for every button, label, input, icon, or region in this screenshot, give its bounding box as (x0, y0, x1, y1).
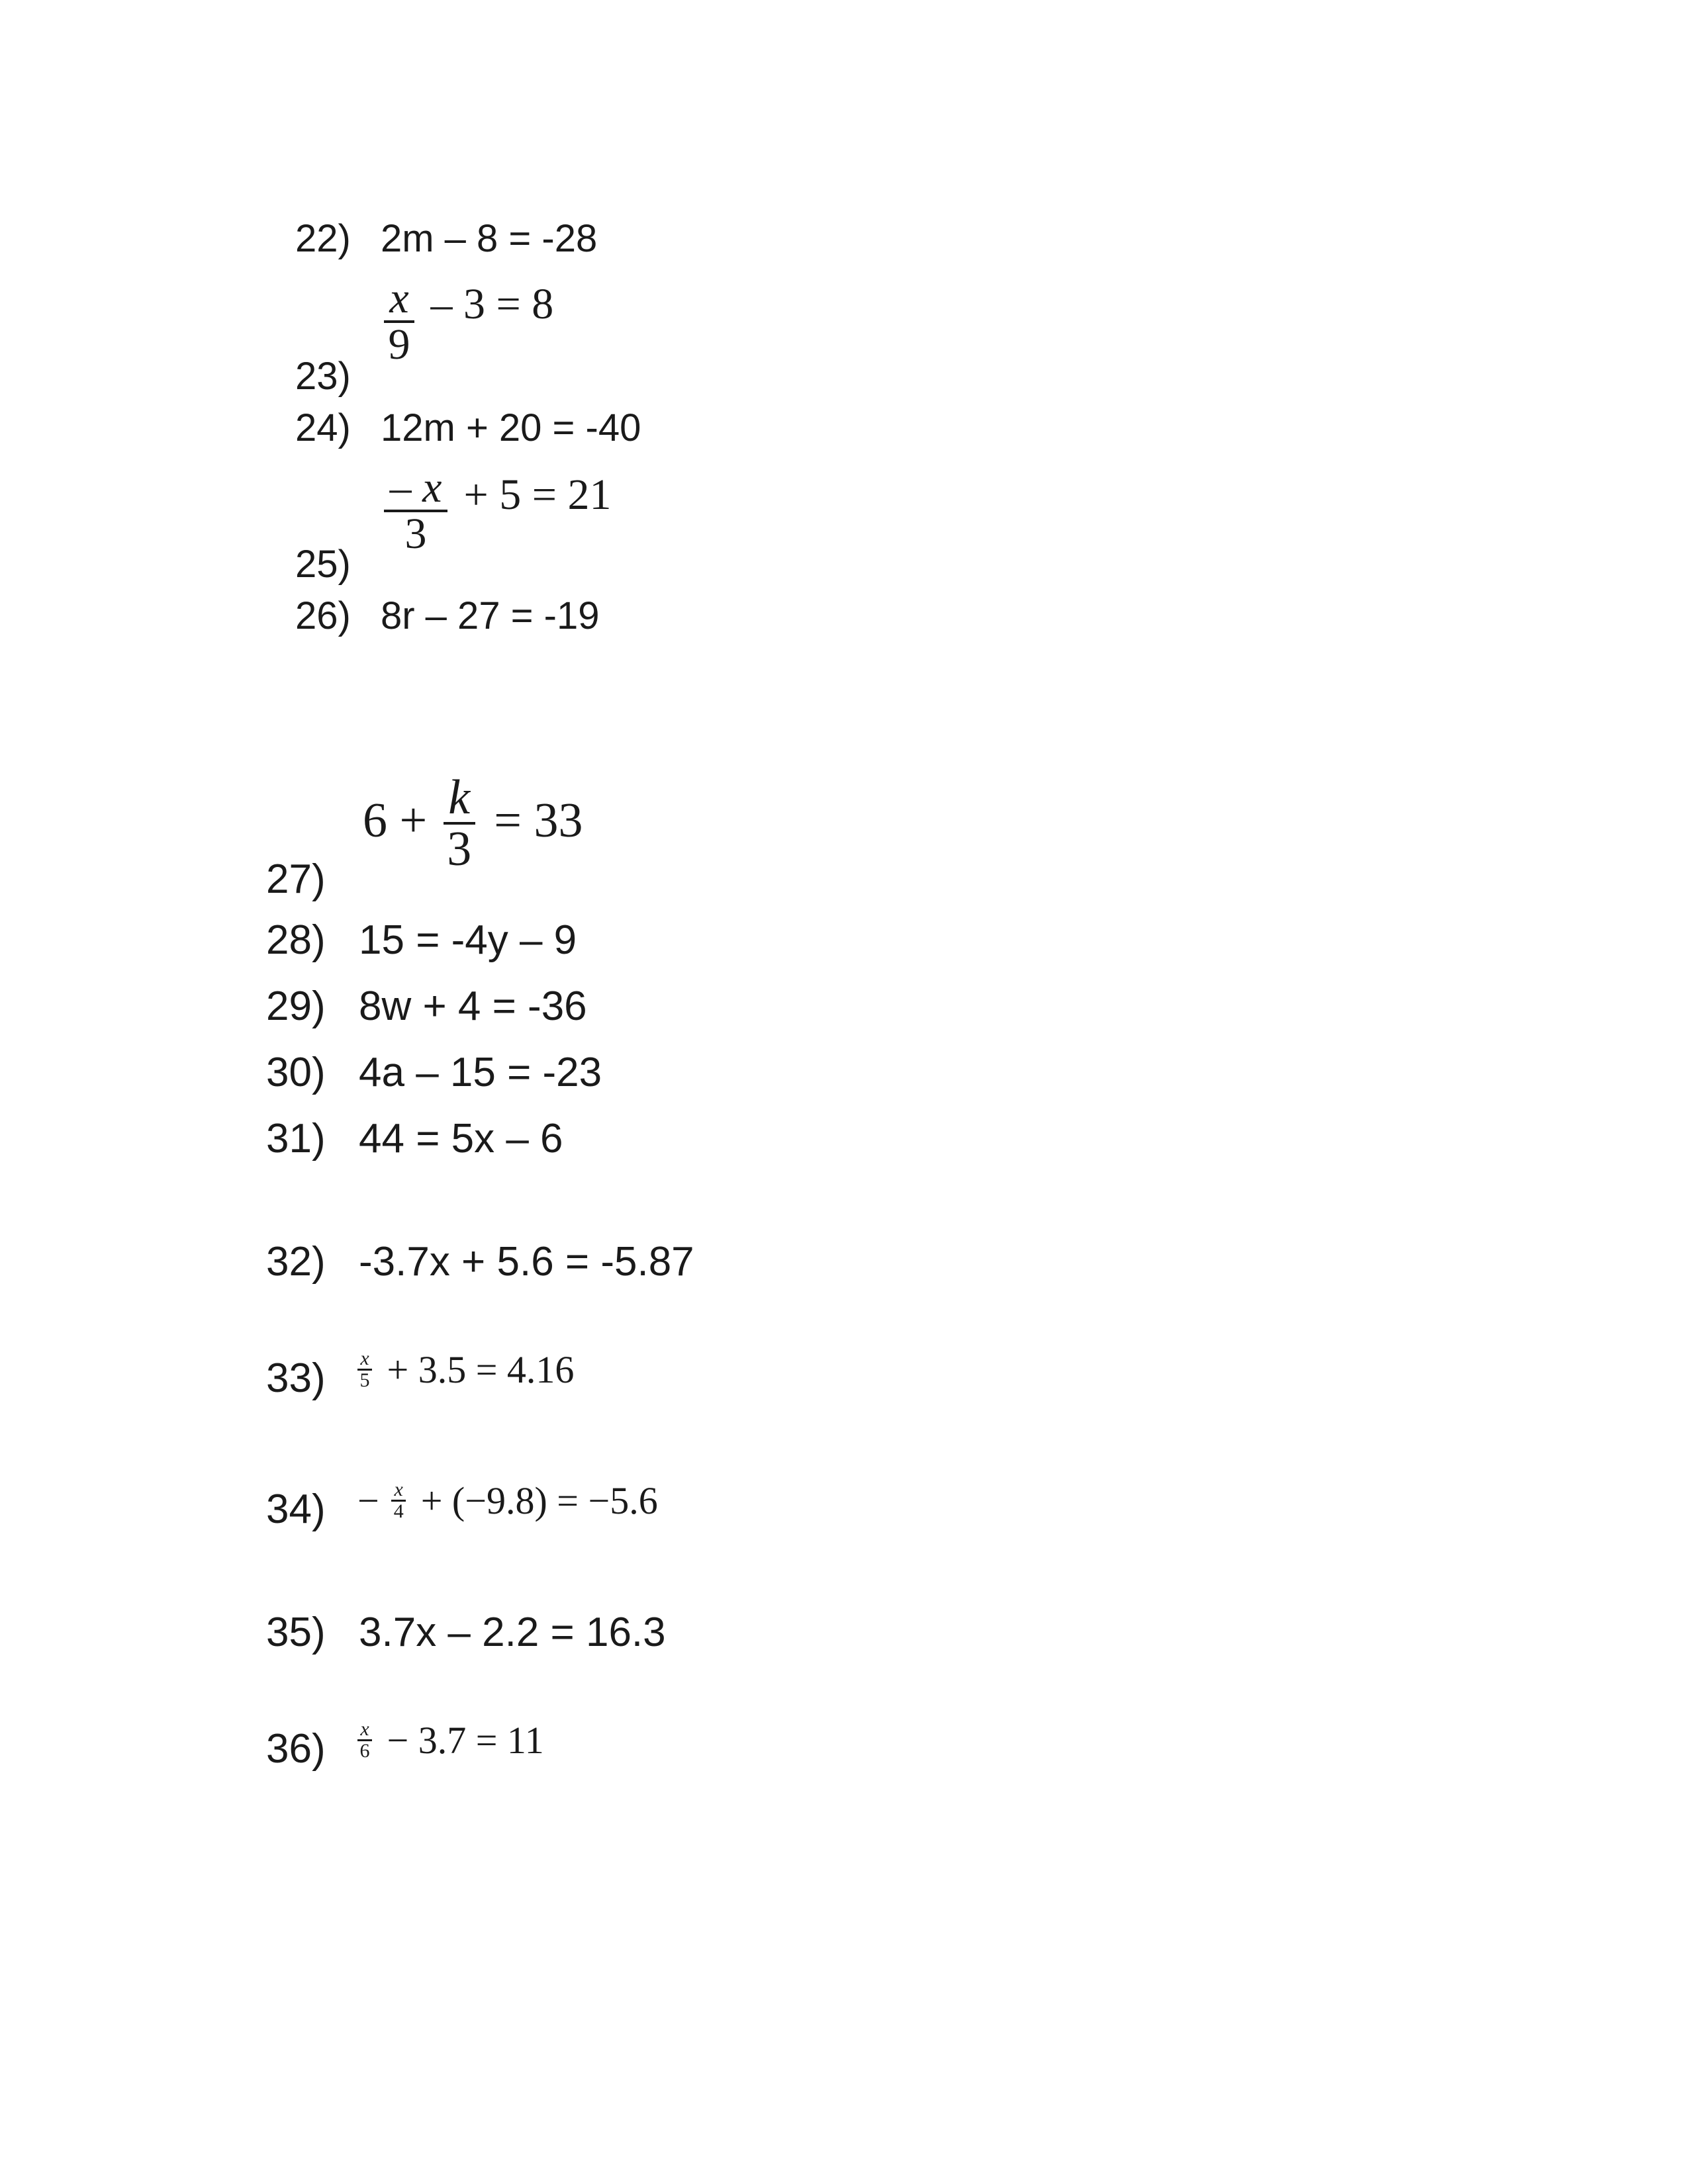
equation-rest: + 5 = 21 (463, 471, 612, 519)
problem-number: 29) (266, 983, 326, 1029)
problem-number: 27) (266, 856, 326, 902)
equation-rest: + (−9.8) = −5.6 (420, 1479, 658, 1522)
fraction (384, 274, 414, 369)
problem-number: 26) (295, 594, 351, 637)
equation (363, 770, 583, 876)
equation: 4a – 15 = -23 (359, 1050, 602, 1095)
denominator: 4 (393, 1500, 404, 1523)
equation (357, 1714, 544, 1761)
equation: 12m + 20 = -40 (381, 406, 641, 449)
equation-rest: – 3 = 8 (430, 280, 554, 328)
denominator: 6 (359, 1740, 370, 1762)
denominator: 5 (359, 1369, 370, 1392)
equation-rest: + 3.5 = 4.16 (387, 1347, 575, 1391)
equation: -3.7x + 5.6 = -5.87 (359, 1239, 694, 1285)
denominator: 9 (388, 320, 410, 369)
equation (384, 274, 554, 369)
fraction (384, 463, 447, 558)
numerator: x (360, 1718, 369, 1741)
equation: 8w + 4 = -36 (359, 983, 587, 1029)
numerator: k (448, 770, 471, 825)
problem-number: 35) (266, 1610, 326, 1655)
problem-number: 36) (266, 1726, 326, 1772)
fraction (444, 770, 475, 876)
problem-number: 28) (266, 917, 326, 963)
problem-number: 33) (266, 1355, 326, 1401)
problem-number: 23) (295, 355, 351, 398)
equation (357, 1343, 574, 1390)
equation: 44 = 5x – 6 (359, 1116, 563, 1161)
fraction (357, 1719, 372, 1761)
numerator: x (360, 1347, 369, 1370)
problem-number: 24) (295, 406, 351, 449)
problem-number: 32) (266, 1239, 326, 1285)
numerator: – x (389, 463, 442, 512)
problem-number: 25) (295, 543, 351, 586)
equation-rest: − 3.7 = 11 (387, 1718, 544, 1762)
numerator: x (394, 1479, 403, 1501)
equation: 2m – 8 = -28 (381, 217, 598, 260)
equation-lead: − (357, 1479, 379, 1522)
problem-number: 31) (266, 1116, 326, 1161)
equation (384, 463, 612, 558)
equation (357, 1475, 658, 1522)
equation: 8r – 27 = -19 (381, 594, 600, 637)
problem-number: 22) (295, 217, 351, 260)
problem-number: 34) (266, 1486, 326, 1532)
numerator: x (389, 274, 409, 322)
denominator: 3 (447, 822, 472, 876)
equation-lead: 6 + (363, 794, 428, 848)
denominator: 3 (404, 510, 427, 558)
equation: 3.7x – 2.2 = 16.3 (359, 1610, 666, 1655)
equation-rest: = 33 (494, 794, 583, 848)
equation: 15 = -4y – 9 (359, 917, 577, 963)
fraction (391, 1480, 406, 1522)
fraction (357, 1349, 372, 1390)
problem-number: 30) (266, 1050, 326, 1095)
